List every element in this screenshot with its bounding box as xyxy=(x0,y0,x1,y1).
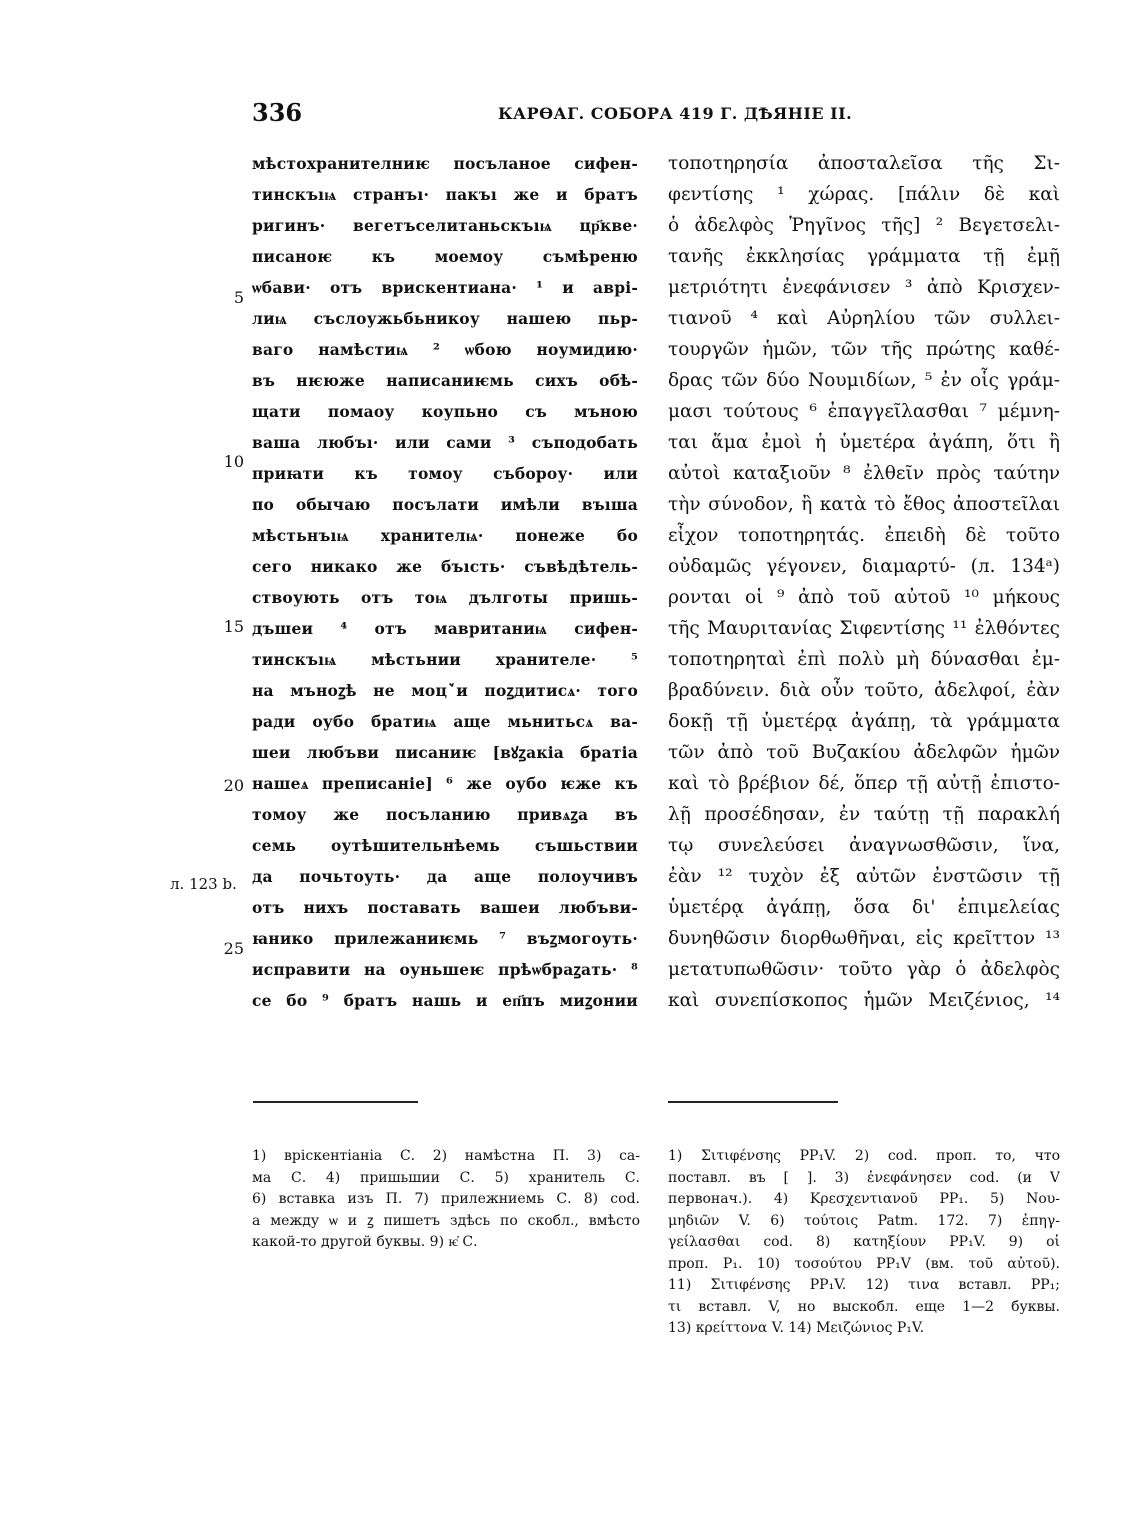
slavonic-line: на мъноꙁѣ не моцꙿи поꙁдитисѧ· того xyxy=(252,681,638,700)
line-number-25: 25 xyxy=(223,939,244,958)
footnote-line: 13) κρείττονα V. 14) Μειζώνιος P₁V. xyxy=(668,1320,925,1336)
line-number-5: 5 xyxy=(233,288,244,307)
greek-line: τῶν ἀπὸ τοῦ Βυζακίου ἀδελφῶν ἡμῶν xyxy=(668,742,1060,763)
slavonic-line: мѣстьнъıѩ хранителѩ· понеже бо xyxy=(252,526,638,545)
slavonic-line: щати помаоу коупьно съ мъною xyxy=(252,402,638,421)
slavonic-line: по обычаю посълати имѣли въıша xyxy=(252,495,638,514)
manuscript-folio-note: л. 123 b. xyxy=(170,875,237,893)
slavonic-line: да почьтоуть· да аще полоучивъ xyxy=(252,867,638,886)
greek-line: καὶ τὸ βρέβιον δέ, ὅπερ τῇ αὐτῇ ἐπιστο- xyxy=(668,773,1060,794)
greek-line: λῇ προσέδησαν, ἐν ταύτῃ τῇ παρακλή xyxy=(668,804,1060,825)
greek-line: τῳ συνελεύσει ἀναγνωσθῶσιν, ἵνα, xyxy=(668,835,1060,856)
greek-line: τῆς Μαυριτανίας Σιφεντίσης ¹¹ ἐλθόντες xyxy=(668,618,1060,639)
line-number-15: 15 xyxy=(223,617,244,636)
greek-line: τιανοῦ ⁴ καὶ Αὐρηλίου τῶν συλλει- xyxy=(668,308,1060,329)
slavonic-line: сего никако же бъıсть· съвѣдѣтель- xyxy=(252,557,638,576)
greek-line: μασι τούτους ⁶ ἐπαγγεῖλασθαι ⁷ μέμνη- xyxy=(668,401,1060,422)
slavonic-line: шеи любъви писаниѥ [вꙋꙁакіа братіа xyxy=(252,743,638,762)
slavonic-line: нашеѧ преписаніе] ⁶ же оубо ѥже къ xyxy=(252,774,638,793)
slavonic-line: ригинъ· вегетъселитаньскъıѩ цр҃кве· xyxy=(252,216,638,235)
greek-line: τοποτηρηταὶ ἐπὶ πολὺ μὴ δύνασθαι ἐμ- xyxy=(668,649,1060,670)
footnote-line: первонач.). 4) Κρεσχεντιανοῦ PP₁. 5) Νου- xyxy=(668,1191,1060,1207)
slavonic-line: ради оубо братиѩ аще мьнитьсѧ ва- xyxy=(252,712,638,731)
greek-footnotes xyxy=(668,1146,1060,1340)
footnote-line: проп. P₁. 10) τοσούτου PP₁V (вм. τοῦ αὐτοῦ). xyxy=(668,1255,1060,1272)
greek-line: μετριότητι ἐνεφάνισεν ³ ἀπὸ Κρισχεν- xyxy=(668,277,1060,298)
greek-line: φεντίσης ¹ χώρας. [πάλιν δὲ καὶ xyxy=(668,184,1060,205)
greek-line: τουργῶν ἡμῶν, τῶν τῆς πρώτης καθέ- xyxy=(668,339,1060,360)
greek-line: δοκῇ τῇ ὑμετέρᾳ ἀγάπῃ, τὰ γράμματα xyxy=(668,711,1060,732)
greek-line: τὴν σύνοδον, ἢ κατὰ τὸ ἔθος ἀποστεῖλαι xyxy=(668,494,1060,515)
footnote-line: а между ѡ и ꙁ пишетъ здѣсь по скобл., вмѣсто xyxy=(252,1212,640,1229)
footnote-rule-left xyxy=(253,1101,418,1103)
greek-line: δρας τῶν δύο Νουμιδίων, ⁵ ἐν οἷς γράμ- xyxy=(668,370,1060,391)
slavonic-line: тинскъıѩ странъı· пакъı же и братъ xyxy=(252,185,638,204)
slavonic-line: исправити на оуньшеѥ прѣѡбраꙁать· ⁸ xyxy=(252,960,638,979)
slavonic-line: въ нѥюже написаниѥмь сихъ обѣ- xyxy=(252,371,638,390)
greek-line: δυνηθῶσιν διορθωθῆναι, εἰς κρεῖττον ¹³ xyxy=(668,928,1060,949)
footnote-line: 11) Σιτιφένσης PP₁V. 12) τινα вставл. PP₁; xyxy=(668,1277,1060,1293)
slavonic-line: ѡбави· отъ врискентиана· ¹ и аврі- xyxy=(252,278,638,297)
slavonic-line: мѣстохранителниѥ посъланое сифен- xyxy=(252,154,638,173)
footnote-line: ма С. 4) пришьшии С. 5) хранитель С. xyxy=(252,1169,640,1186)
slavonic-footnotes xyxy=(252,1146,640,1254)
greek-line: αὐτοὶ καταξιοῦν ⁸ ἐλθεῖν πρὸς ταύτην xyxy=(668,463,1060,484)
greek-line: εἶχον τοποτηρητάς. ἐπειδὴ δὲ τοῦτο xyxy=(668,525,1060,546)
greek-line: οὐδαμῶς γέγονεν, διαμαρτύ- (л. 134ᵃ) xyxy=(668,556,1060,577)
greek-line: μετατυπωθῶσιν· τοῦτο γὰρ ὁ ἀδελφὸς xyxy=(668,959,1060,980)
slavonic-line: семь оутѣшительнѣемь съшьствии xyxy=(252,836,638,855)
greek-line: ται ἅμα ἐμοὶ ἡ ὑμετέρα ἀγάπη, ὅτι ἢ xyxy=(668,432,1060,453)
slavonic-line: ваго намѣстиѩ ² ѡбою ноумидию· xyxy=(252,340,638,359)
footnote-line: 1) врiскентiанiа С. 2) намѣстна П. 3) са- xyxy=(252,1148,640,1164)
greek-line: ὁ ἀδελφὸς Ῥηγῖνος τῆς] ² Βεγετσελι- xyxy=(668,215,1060,236)
greek-line: καὶ συνεπίσκοπος ἡμῶν Μειζένιος, ¹⁴ xyxy=(668,990,1060,1011)
slavonic-line: ваша любъı· или сами ³ съподобать xyxy=(252,433,638,452)
slavonic-line: писаноѥ къ моемоу съмѣреню xyxy=(252,247,638,266)
footnote-line: поставл. въ [ ]. 3) ἐνεφάνησεν cod. (и V xyxy=(668,1169,1060,1186)
slavonic-line: лиѩ съслоужьбьникоу нашею пьр- xyxy=(252,309,638,328)
line-number-20: 20 xyxy=(223,776,244,795)
page-number: 336 xyxy=(252,98,303,127)
slavonic-line: дъшеи ⁴ отъ мавританиѩ сифен- xyxy=(252,619,638,638)
footnote-rule-right xyxy=(668,1101,838,1103)
greek-line: βραδύνειν. διὰ οὖν τοῦτο, ἀδελφοί, ἐὰν xyxy=(668,680,1060,701)
greek-text-column xyxy=(668,148,1060,1016)
slavonic-line: приꙗти къ томоу съборoу· или xyxy=(252,464,638,483)
slavonic-line: отъ нихъ поставать вашеи любъви- xyxy=(252,898,638,917)
slavonic-line: ствоують отъ тоѩ дълготы пришь- xyxy=(252,588,638,607)
footnote-line: 6) вставка изъ П. 7) прилежниемь С. 8) cod. xyxy=(252,1191,640,1207)
greek-line: τοποτηρησία ἀποσταλεῖσα τῆς Σι- xyxy=(668,153,1060,174)
footnote-line: γείλασθαι cod. 8) κατηξίουν PP₁V. 9) οἱ xyxy=(668,1234,1060,1250)
slavonic-line: ꙗнико прилежаниѥмь ⁷ въꙁмогоуть· xyxy=(252,929,638,948)
greek-line: τανῆς ἐκκλησίας γράμματα τῇ ἐμῇ xyxy=(668,246,1060,267)
greek-line: ὑμετέρᾳ ἀγάπῃ, ὅσα δι' ἐπιμελείας xyxy=(668,897,1060,918)
slavonic-line: томоу же посъланию привѧꙁа въ xyxy=(252,805,638,824)
footnote-line: τι вставл. V, но выскобл. еще 1—2 буквы. xyxy=(668,1298,1060,1315)
footnote-line: μηδιῶν V. 6) τούτοις Patm. 172. 7) ἐπηγ- xyxy=(668,1212,1060,1229)
slavonic-text-column xyxy=(252,148,638,1016)
slavonic-line: се бо ⁹ братъ нашь и еп҃пъ миꙁонии xyxy=(252,991,638,1010)
footnote-line: 1) Σιτιφένσης PP₁V. 2) cod. проп. то, что xyxy=(668,1148,1060,1164)
running-head: КАРѲАГ. СОБОРА 419 Г. ДѢЯНІЕ II. xyxy=(498,104,853,123)
footnote-line: какой-то другой буквы. 9) ѥ҆ С. xyxy=(252,1234,478,1250)
greek-line: ἐὰν ¹² τυχὸν ἐξ αὐτῶν ἐνστῶσιν τῇ xyxy=(668,866,1060,887)
line-number-10: 10 xyxy=(223,452,244,471)
slavonic-line: тинскъıѩ мѣстьнии хранителе· ⁵ xyxy=(252,650,638,669)
greek-line: ρονται οἱ ⁹ ἀπὸ τοῦ αὐτοῦ ¹⁰ μήκους xyxy=(668,587,1060,608)
